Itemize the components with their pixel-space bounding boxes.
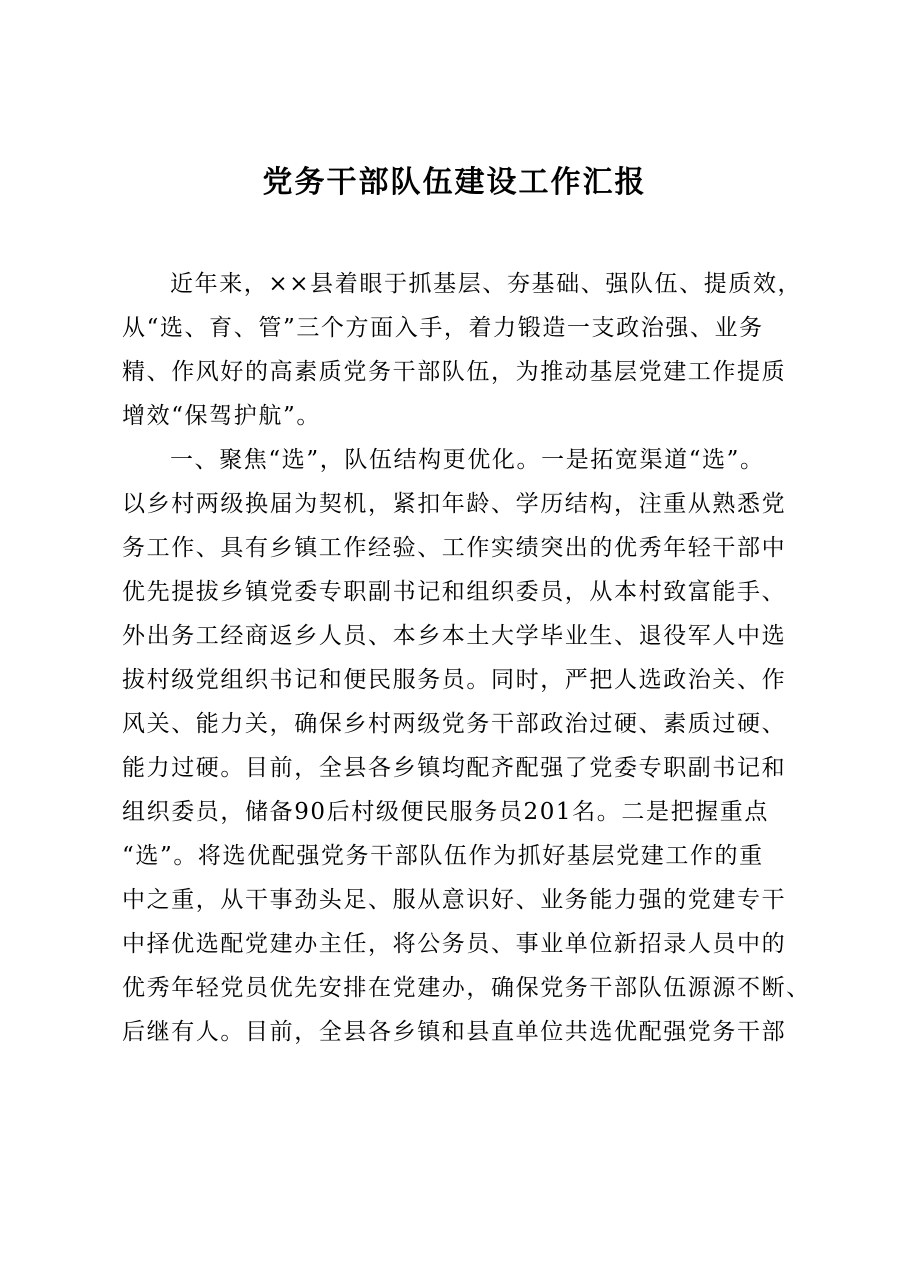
paragraph-line: 优先提拔乡镇党委专职副书记和组织委员，从本村致富能手、	[122, 579, 787, 605]
paragraph-line: 精、作风好的高素质党务干部队伍，为推动基层党建工作提质	[122, 359, 787, 385]
document-title: 党务干部队伍建设工作汇报	[262, 165, 647, 200]
paragraph-line: 增效“保驾护航”。	[122, 403, 321, 429]
paragraph-line: 外出务工经商返乡人员、本乡本土大学毕业生、退役军人中选	[122, 623, 787, 649]
paragraph-line: 中之重，从干事劲头足、服从意识好、业务能力强的党建专干	[122, 887, 787, 913]
document-body	[122, 262, 812, 1054]
paragraph-line: 以乡村两级换届为契机，紧扣年龄、学历结构，注重从熟悉党	[122, 491, 787, 517]
paragraph-line: 一、聚焦“选”，队伍结构更优化。一是拓宽渠道“选”。	[170, 447, 765, 473]
paragraph-line: 风关、能力关，确保乡村两级党务干部政治过硬、素质过硬、	[122, 711, 787, 737]
paragraph-line: 从“选、育、管”三个方面入手，着力锻造一支政治强、业务	[122, 315, 764, 341]
paragraph-line: 组织委员，储备90后村级便民服务员201名。二是把握重点	[122, 799, 769, 825]
paragraph-line: 后继有人。目前，全县各乡镇和县直单位共选优配强党务干部	[122, 1019, 787, 1045]
paragraph-line: 务工作、具有乡镇工作经验、工作实绩突出的优秀年轻干部中	[122, 535, 787, 561]
paragraph-line: 优秀年轻党员优先安排在党建办，确保党务干部队伍源源不断、	[122, 975, 811, 1001]
paragraph-line: 能力过硬。目前，全县各乡镇均配齐配强了党委专职副书记和	[122, 755, 787, 781]
paragraph-line: “选”。将选优配强党务干部队伍作为抓好基层党建工作的重	[122, 843, 764, 869]
paragraph-line: 近年来，××县着眼于抓基层、夯基础、强队伍、提质效，	[170, 271, 803, 297]
paragraph-line: 拔村级党组织书记和便民服务员。同时，严把人选政治关、作	[122, 667, 787, 693]
paragraph-line: 中择优选配党建办主任，将公务员、事业单位新招录人员中的	[122, 931, 787, 957]
